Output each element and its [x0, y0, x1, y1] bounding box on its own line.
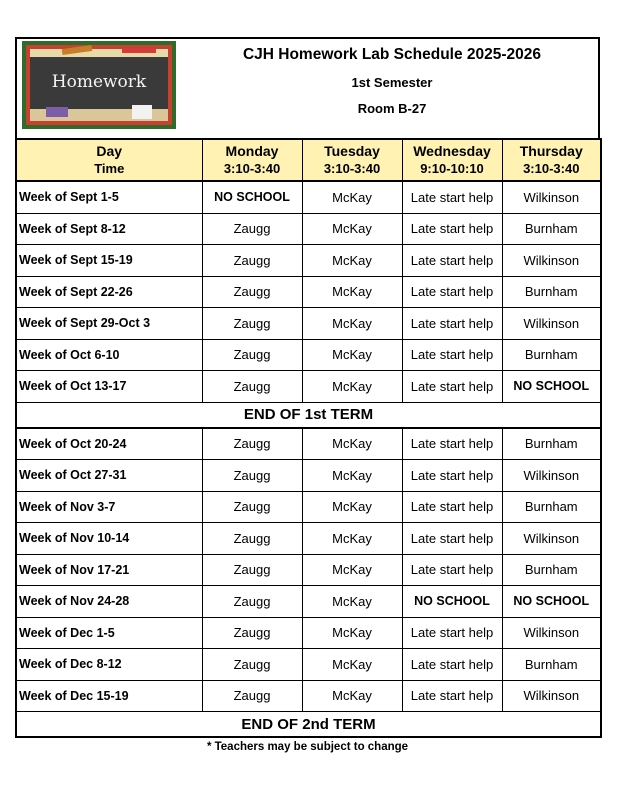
column-header	[502, 139, 601, 181]
teacher-cell: Wilkinson	[502, 460, 601, 492]
teacher-cell: Late start help	[402, 339, 502, 371]
schedule-row	[16, 428, 601, 460]
column-header	[302, 139, 402, 181]
week-cell: Week of Sept 22-26	[16, 276, 202, 308]
week-cell: Week of Sept 1-5	[16, 181, 202, 213]
schedule-table	[15, 138, 602, 738]
column-day-label: Wednesday	[413, 143, 491, 159]
teacher-cell: Late start help	[402, 523, 502, 555]
teacher-cell: Late start help	[402, 245, 502, 277]
teacher-cell: McKay	[302, 460, 402, 492]
teacher-cell: McKay	[302, 371, 402, 403]
column-day-label: Monday	[225, 143, 279, 159]
teacher-cell: McKay	[302, 586, 402, 618]
teacher-cell: McKay	[302, 245, 402, 277]
week-cell: Week of Nov 10-14	[16, 523, 202, 555]
schedule-row	[16, 523, 601, 555]
teacher-cell: Late start help	[402, 308, 502, 340]
schedule-row	[16, 371, 601, 403]
teacher-cell: Burnham	[502, 554, 601, 586]
teacher-cell: McKay	[302, 276, 402, 308]
teacher-cell: Burnham	[502, 428, 601, 460]
teacher-cell: Wilkinson	[502, 617, 601, 649]
term-end-label: END OF 1st TERM	[16, 402, 601, 428]
schedule-row	[16, 617, 601, 649]
teacher-cell: Zaugg	[202, 276, 302, 308]
teacher-cell: McKay	[302, 428, 402, 460]
teacher-cell: Late start help	[402, 371, 502, 403]
teacher-cell: Burnham	[502, 491, 601, 523]
teacher-cell: NO SCHOOL	[402, 586, 502, 618]
schedule-row	[16, 460, 601, 492]
teacher-cell: Zaugg	[202, 213, 302, 245]
teacher-cell: Zaugg	[202, 554, 302, 586]
schedule-row	[16, 649, 601, 681]
schedule-row	[16, 276, 601, 308]
column-time-label: 3:10-3:40	[523, 161, 580, 176]
term-end-row	[16, 712, 601, 738]
term-end-label: END OF 2nd TERM	[16, 712, 601, 738]
teacher-cell: Wilkinson	[502, 523, 601, 555]
week-cell: Week of Oct 20-24	[16, 428, 202, 460]
schedule-row	[16, 680, 601, 712]
teacher-cell: Zaugg	[202, 460, 302, 492]
homework-chalkboard-logo	[22, 41, 176, 129]
teacher-cell: McKay	[302, 213, 402, 245]
column-header-row	[16, 139, 601, 181]
teacher-cell: Wilkinson	[502, 680, 601, 712]
teacher-cell: Late start help	[402, 428, 502, 460]
teacher-cell: Wilkinson	[502, 245, 601, 277]
teacher-cell: McKay	[302, 554, 402, 586]
teacher-cell: McKay	[302, 491, 402, 523]
week-cell: Week of Oct 6-10	[16, 339, 202, 371]
teacher-cell: Wilkinson	[502, 308, 601, 340]
column-header	[402, 139, 502, 181]
teacher-cell: Late start help	[402, 276, 502, 308]
schedule-row	[16, 213, 601, 245]
room-label: Room B-27	[357, 101, 427, 116]
column-time-label: 9:10-10:10	[420, 161, 484, 176]
column-header	[202, 139, 302, 181]
week-cell: Week of Dec 1-5	[16, 617, 202, 649]
teacher-cell: Zaugg	[202, 245, 302, 277]
column-day-label: Tuesday	[324, 143, 380, 159]
column-time-label: Time	[94, 161, 125, 176]
week-cell: Week of Sept 15-19	[16, 245, 202, 277]
teacher-cell: Late start help	[402, 649, 502, 681]
teacher-cell: McKay	[302, 308, 402, 340]
teacher-cell: Burnham	[502, 339, 601, 371]
teacher-cell: Zaugg	[202, 617, 302, 649]
column-day-label: Day	[96, 143, 123, 159]
week-cell: Week of Oct 27-31	[16, 460, 202, 492]
column-header	[16, 139, 202, 181]
schedule-row	[16, 586, 601, 618]
schedule-row	[16, 308, 601, 340]
schedule-header	[15, 37, 600, 138]
teacher-cell: McKay	[302, 181, 402, 213]
teacher-cell: Zaugg	[202, 491, 302, 523]
schedule-row	[16, 181, 601, 213]
schedule-row	[16, 245, 601, 277]
teacher-cell: Zaugg	[202, 308, 302, 340]
week-cell: Week of Dec 8-12	[16, 649, 202, 681]
teacher-cell: Late start help	[402, 491, 502, 523]
teacher-cell: Burnham	[502, 649, 601, 681]
teacher-cell: Burnham	[502, 276, 601, 308]
teacher-cell: Late start help	[402, 680, 502, 712]
column-time-label: 3:10-3:40	[323, 161, 381, 176]
teacher-cell: Zaugg	[202, 649, 302, 681]
teacher-cell: Late start help	[402, 181, 502, 213]
teacher-cell: Late start help	[402, 617, 502, 649]
footnote: * Teachers may be subject to change	[206, 741, 409, 753]
week-cell: Week of Sept 8-12	[16, 213, 202, 245]
teacher-cell: NO SCHOOL	[502, 586, 601, 618]
week-cell: Week of Nov 3-7	[16, 491, 202, 523]
semester-label: 1st Semester	[351, 75, 433, 90]
week-cell: Week of Oct 13-17	[16, 371, 202, 403]
teacher-cell: Late start help	[402, 554, 502, 586]
teacher-cell: Zaugg	[202, 586, 302, 618]
page-title: CJH Homework Lab Schedule 2025-2026	[242, 46, 542, 63]
teacher-cell: Burnham	[502, 213, 601, 245]
week-cell: Week of Sept 29-Oct 3	[16, 308, 202, 340]
logo-text: Homework	[51, 72, 147, 92]
teacher-cell: Late start help	[402, 213, 502, 245]
column-day-label: Thursday	[519, 143, 583, 159]
teacher-cell: McKay	[302, 339, 402, 371]
week-cell: Week of Dec 15-19	[16, 680, 202, 712]
schedule-row	[16, 339, 601, 371]
teacher-cell: Zaugg	[202, 428, 302, 460]
teacher-cell: Zaugg	[202, 523, 302, 555]
term-end-row	[16, 402, 601, 428]
schedule-row	[16, 491, 601, 523]
teacher-cell: McKay	[302, 680, 402, 712]
teacher-cell: Wilkinson	[502, 181, 601, 213]
teacher-cell: Zaugg	[202, 371, 302, 403]
teacher-cell: McKay	[302, 523, 402, 555]
teacher-cell: Zaugg	[202, 339, 302, 371]
schedule-page	[15, 37, 600, 753]
column-time-label: 3:10-3:40	[223, 161, 281, 176]
week-cell: Week of Nov 24-28	[16, 586, 202, 618]
teacher-cell: McKay	[302, 649, 402, 681]
teacher-cell: Zaugg	[202, 680, 302, 712]
week-cell: Week of Nov 17-21	[16, 554, 202, 586]
teacher-cell: Late start help	[402, 460, 502, 492]
schedule-row	[16, 554, 601, 586]
teacher-cell: NO SCHOOL	[202, 181, 302, 213]
teacher-cell: McKay	[302, 617, 402, 649]
teacher-cell: NO SCHOOL	[502, 371, 601, 403]
